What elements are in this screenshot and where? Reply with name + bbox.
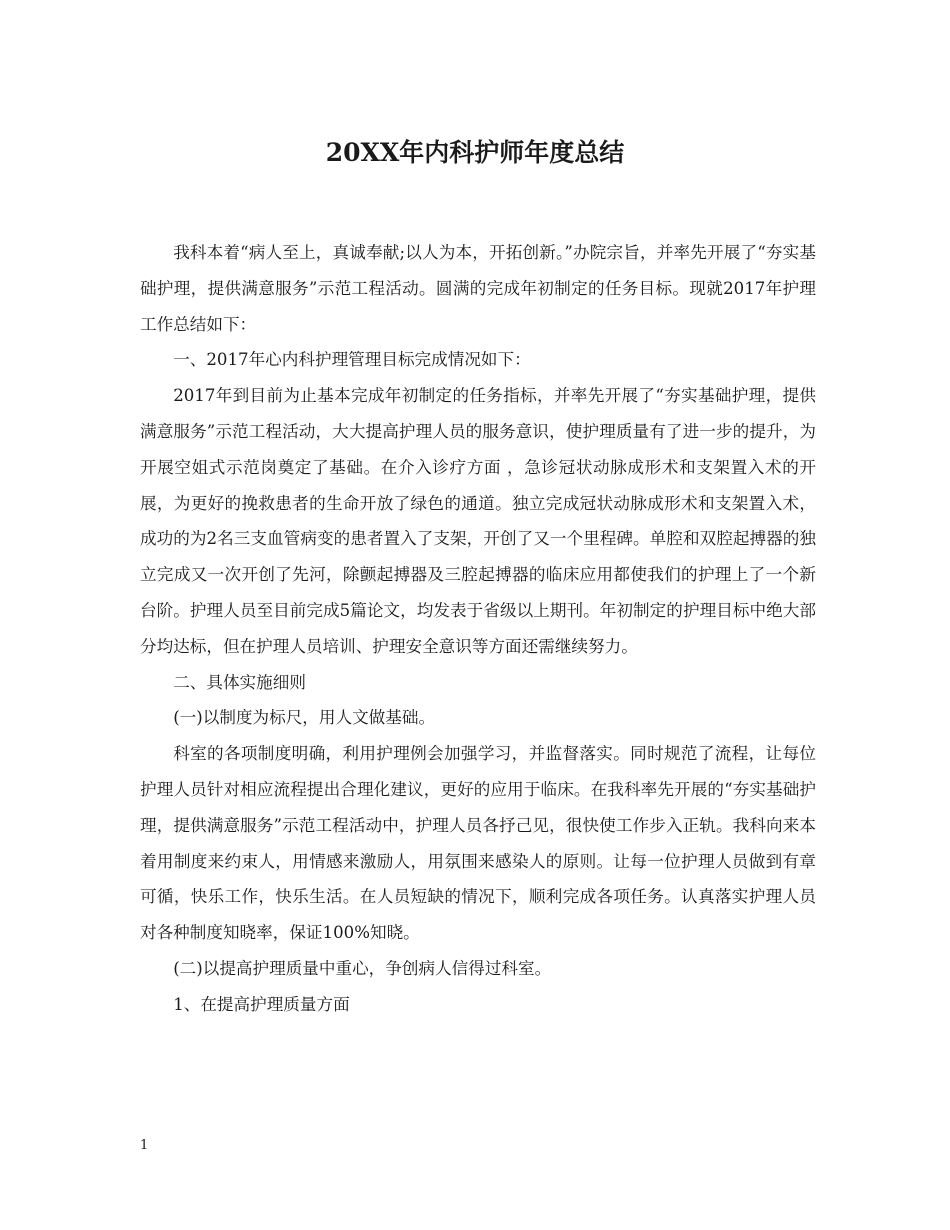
document-title: 20XX年内科护师年度总结 [325, 138, 625, 167]
paragraph-intro: 我科本着“病人至上，真诚奉献;以人为本，开拓创新。”办院宗旨，并率先开展了“夯实基础护理，提供满意服务”示范工程活动。圆满的完成年初制定的任务目标。现就2017年护理工作总结如下： [140, 243, 816, 334]
section-heading-2: 二、具体实施细则 [173, 672, 306, 692]
page-number: 1 [140, 1138, 149, 1153]
document-body [140, 235, 816, 1023]
paragraph-summary: 2017年到目前为止基本完成年初制定的任务指标，并率先开展了“夯实基础护理，提供满意服务”示范工程活动，大大提高护理人员的服务意识，使护理质量有了进一步的提升，为开展空姐式示范岗奠定了基础。在介入诊疗方面 ，急诊冠状动脉成形术和支架置入术的开展，为更好的挽救患者的生命开放了绿色的通道。独立完成冠状动脉成形术和支架置入术，成功的为2名三支血管病变的患者置入了支架，开创了又一个里程碑。单腔和双腔起搏器的独立完成又一次开创了先河，除颤起搏器及三腔起搏器的临床应用都使我们的护理上了一个新台阶。护理人员至目前完成5篇论文，均发表于省级以上期刊。年初制定的护理目标中绝大部分均达标，但在护理人员培训、护理安全意识等方面还需继续努力。 [140, 386, 816, 656]
subsection-heading-2: (二)以提高护理质量中重心，争创病人信得过科室。 [173, 958, 552, 978]
section-heading-1: 一、2017年心内科护理管理目标完成情况如下： [173, 350, 531, 370]
paragraph-rules: 科室的各项制度明确，利用护理例会加强学习，并监督落实。同时规范了流程，让每位护理人员针对相应流程提出合理化建议，更好的应用于临床。在我科率先开展的“夯实基础护理，提供满意服务”示范工程活动中，护理人员各抒己见，很快使工作步入正轨。我科向来本着用制度来约束人，用情感来激励人，用氛围来感染人的原则。让每一位护理人员做到有章可循，快乐工作，快乐生活。在人员短缺的情况下，顺利完成各项任务。认真落实护理人员对各种制度知晓率，保证100%知晓。 [140, 744, 816, 943]
subsection-heading-1: (一)以制度为标尺，用人文做基础。 [173, 708, 436, 728]
list-item-1: 1、在提高护理质量方面 [173, 994, 350, 1014]
